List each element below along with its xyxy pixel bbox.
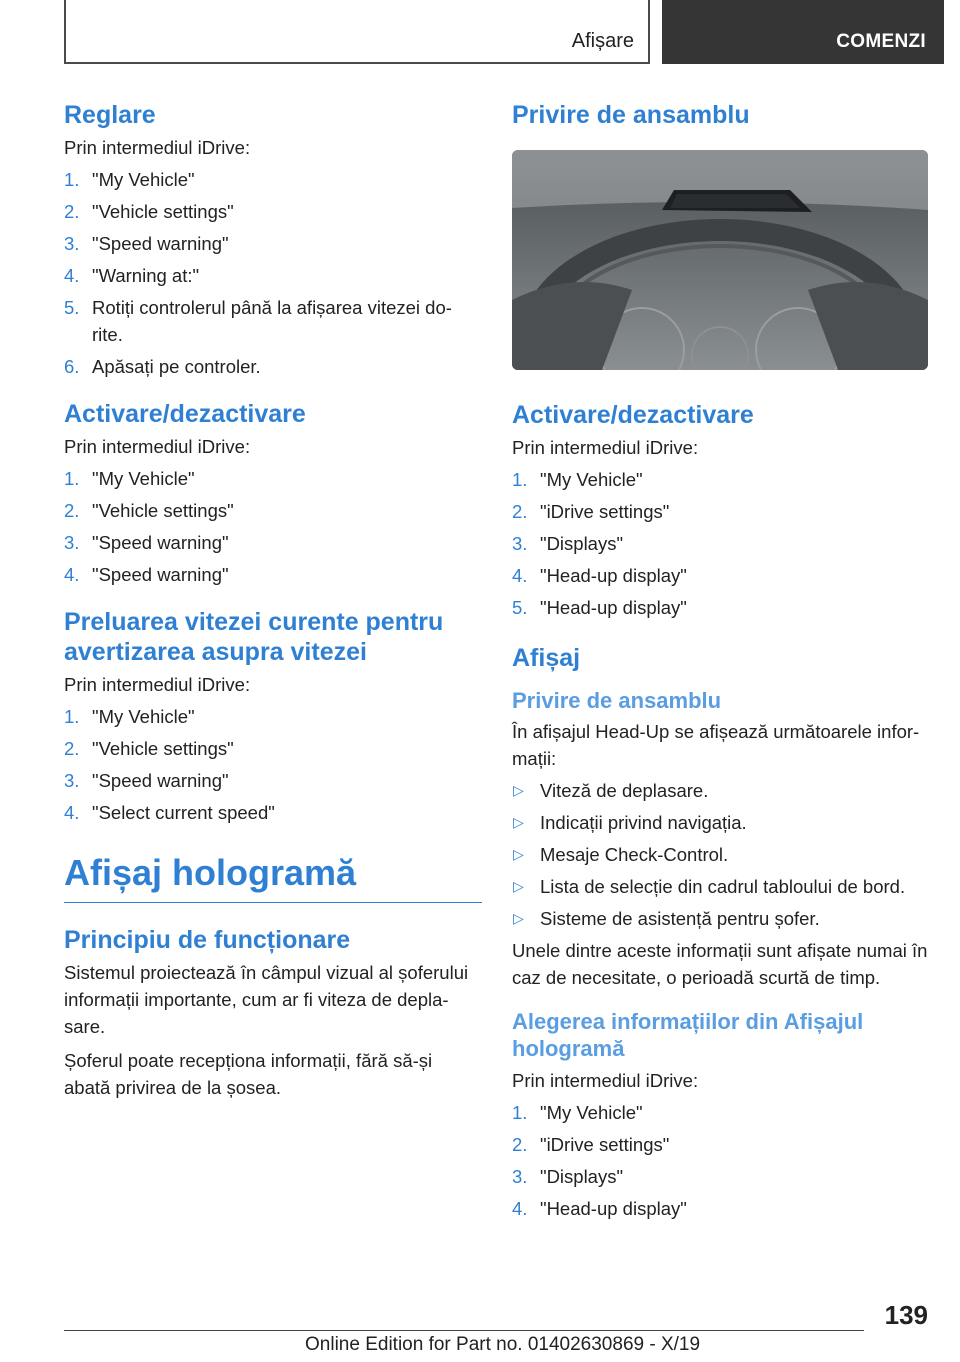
principiu-heading: Principiu de funcționare <box>64 926 351 954</box>
triangle-bullet-icon: ▷ <box>513 878 524 894</box>
afisaj-subheading: Privire de ansamblu <box>512 688 722 713</box>
footer-divider <box>64 1330 864 1331</box>
list-item <box>512 841 930 868</box>
step-number: 4. <box>64 564 80 585</box>
step-number: 4. <box>512 565 528 586</box>
right-column <box>512 100 930 1222</box>
step-text: "Displays" <box>540 533 624 554</box>
step-number: 5. <box>64 297 80 318</box>
step-text: "Select current speed" <box>92 802 275 823</box>
step-number: 5. <box>512 597 528 618</box>
step-text: "Displays" <box>540 1166 624 1187</box>
activare-left-heading: Activare/dezactivare <box>64 400 306 428</box>
preluarea-intro: Prin intermediul iDrive: <box>64 674 251 695</box>
step-text: "Speed warning" <box>92 233 229 254</box>
triangle-bullet-icon: ▷ <box>513 782 524 798</box>
list-item <box>512 873 930 900</box>
step-number: 1. <box>64 468 80 489</box>
step-text: Rotiți controlerul până la afișarea vitezei do-rite. <box>92 297 452 345</box>
step-number: 3. <box>64 770 80 791</box>
head-up-display-photo <box>512 150 928 370</box>
step-text: "Head-up display" <box>540 1198 687 1219</box>
list-item <box>512 809 930 836</box>
bullet-text: Indicații privind navigația. <box>540 812 747 833</box>
principiu-paragraph-1: Sistemul proiectează în câmpul vizual al șoferului informații importante, cum ar fi viteza de depla-sare. <box>64 962 469 1037</box>
left-column <box>64 100 482 1101</box>
list-step <box>64 735 482 762</box>
list-step <box>64 230 482 257</box>
list-item <box>512 777 930 804</box>
afisaj-heading: Afișaj <box>512 644 581 672</box>
step-number: 3. <box>512 533 528 554</box>
step-text: "iDrive settings" <box>540 501 670 522</box>
hologram-heading: Afișaj hologramă <box>64 852 357 893</box>
step-text: "Speed warning" <box>92 532 229 553</box>
list-step <box>512 530 930 557</box>
list-step <box>512 562 930 589</box>
alegerea-steps <box>512 1099 930 1222</box>
header-section-tab <box>64 0 650 64</box>
footer-edition: Online Edition for Part no. 01402630869 - X/19 <box>305 1334 701 1355</box>
step-text: Apăsați pe controler. <box>92 356 261 377</box>
step-number: 2. <box>512 501 528 522</box>
activare-right-intro: Prin intermediul iDrive: <box>512 437 699 458</box>
triangle-bullet-icon: ▷ <box>513 814 524 830</box>
step-text: "My Vehicle" <box>540 469 643 490</box>
list-step <box>512 1099 930 1126</box>
list-step <box>64 353 482 380</box>
step-text: "My Vehicle" <box>92 169 195 190</box>
bullet-text: Mesaje Check-Control. <box>540 844 729 865</box>
list-step <box>64 465 482 492</box>
step-text: "Vehicle settings" <box>92 500 234 521</box>
step-text: "My Vehicle" <box>540 1102 643 1123</box>
dashboard-illustration <box>512 150 928 370</box>
afisaj-intro: În afișajul Head-Up se afișează următoarele infor-mații: <box>512 721 920 769</box>
step-number: 3. <box>64 532 80 553</box>
afisaj-note: Unele dintre aceste informații sunt afișate numai în caz de necesitate, o perioadă scurtă de timp. <box>512 940 928 988</box>
step-number: 1. <box>512 469 528 490</box>
step-text: "Speed warning" <box>92 770 229 791</box>
bullet-text: Sisteme de asistență pentru șofer. <box>540 908 820 929</box>
step-number: 3. <box>64 233 80 254</box>
step-number: 1. <box>512 1102 528 1123</box>
bullet-text: Lista de selecție din cadrul tabloului de bord. <box>540 876 906 897</box>
list-step <box>512 1163 930 1190</box>
step-text: "Vehicle settings" <box>92 738 234 759</box>
alegerea-heading: Alegerea informațiilor din Afișajul hologramă <box>512 1009 864 1061</box>
step-text: "iDrive settings" <box>540 1134 670 1155</box>
step-text: "My Vehicle" <box>92 468 195 489</box>
activare-left-steps <box>64 465 482 588</box>
page-number: 139 <box>884 1300 928 1330</box>
list-step <box>64 294 482 348</box>
reglare-intro: Prin intermediul iDrive: <box>64 137 251 158</box>
step-number: 2. <box>64 500 80 521</box>
step-number: 4. <box>64 265 80 286</box>
afisaj-bullets <box>512 777 930 932</box>
reglare-heading: Reglare <box>64 101 156 129</box>
list-step <box>64 262 482 289</box>
alegerea-intro: Prin intermediul iDrive: <box>512 1070 699 1091</box>
step-text: "Head-up display" <box>540 565 687 586</box>
step-text: "Head-up display" <box>540 597 687 618</box>
step-number: 1. <box>64 169 80 190</box>
list-step <box>512 498 930 525</box>
reglare-steps <box>64 166 482 380</box>
list-step <box>64 198 482 225</box>
list-step <box>64 166 482 193</box>
list-step <box>512 466 930 493</box>
step-number: 3. <box>512 1166 528 1187</box>
bullet-text: Viteză de deplasare. <box>540 780 709 801</box>
step-number: 1. <box>64 706 80 727</box>
list-item <box>512 905 930 932</box>
header-section-label: Afișare <box>571 30 634 52</box>
list-step <box>512 1195 930 1222</box>
list-step <box>512 1131 930 1158</box>
step-text: "Speed warning" <box>92 564 229 585</box>
step-number: 4. <box>512 1198 528 1219</box>
header-chapter-label: COMENZI <box>836 31 926 52</box>
activare-left-intro: Prin intermediul iDrive: <box>64 436 251 457</box>
preluarea-heading: Preluarea vitezei curente pentru avertizarea asupra vitezei <box>64 608 444 666</box>
step-number: 2. <box>512 1134 528 1155</box>
list-step <box>64 703 482 730</box>
activare-right-heading: Activare/dezactivare <box>512 401 754 429</box>
triangle-bullet-icon: ▷ <box>513 910 524 926</box>
hologram-divider <box>64 902 482 903</box>
triangle-bullet-icon: ▷ <box>513 846 524 862</box>
step-number: 2. <box>64 201 80 222</box>
header-chapter-tab <box>662 0 944 64</box>
list-step <box>64 497 482 524</box>
step-number: 2. <box>64 738 80 759</box>
step-number: 6. <box>64 356 80 377</box>
step-text: "My Vehicle" <box>92 706 195 727</box>
principiu-paragraph-2: Șoferul poate recepționa informații, fără să-și abată privirea de la șosea. <box>64 1050 433 1098</box>
step-text: "Vehicle settings" <box>92 201 234 222</box>
list-step <box>64 529 482 556</box>
list-step <box>64 561 482 588</box>
preluarea-steps <box>64 703 482 826</box>
step-number: 4. <box>64 802 80 823</box>
step-text: "Warning at:" <box>92 265 200 286</box>
list-step <box>64 767 482 794</box>
activare-right-steps <box>512 466 930 621</box>
list-step <box>64 799 482 826</box>
list-step <box>512 594 930 621</box>
privire-heading: Privire de ansamblu <box>512 101 750 129</box>
